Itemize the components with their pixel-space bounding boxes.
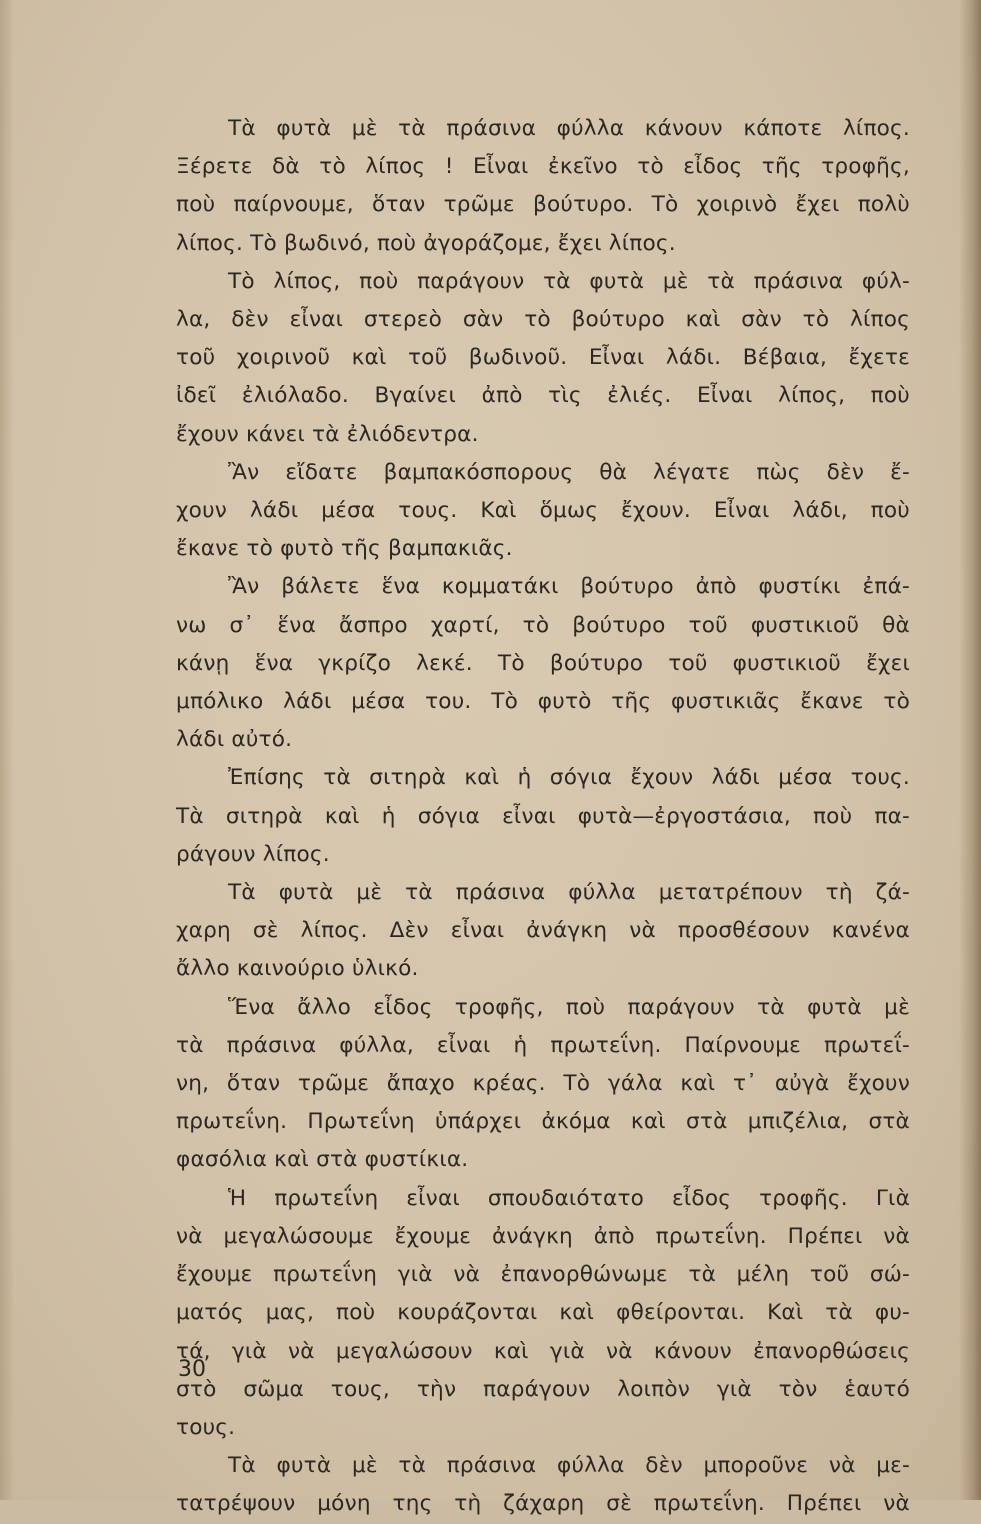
text-line: Ἡ πρωτεΐνη εἶναι σπουδαιότατο εἶδος τροφῆς. Γιὰ [228,1185,910,1211]
text-line: τατρέψουν μόνη της τὴ ζάχαρη σὲ πρωτεΐνη. Πρέπει νὰ [176,1491,910,1517]
body-text [176,110,910,1524]
text-line: ράγουν λίπος. [176,841,330,867]
text-line: φασόλια καὶ στὰ φυστίκια. [176,1147,469,1173]
text-line: στὸ σῶμα τους, τὴν παράγουν λοιπὸν γιὰ τὸν ἑαυτό [176,1376,910,1402]
text-line: Ἐπίσης τὰ σιτηρὰ καὶ ἡ σόγια ἔχουν λάδι μέσα τους. [228,765,910,791]
text-line: χαρη σὲ λίπος. Δὲν εἶναι ἀνάγκη νὰ προσθέσουν κανένα [176,918,910,944]
paragraph-6 [176,874,910,989]
paragraph-2 [176,263,910,454]
text-line: Ξέρετε δὰ τὸ λίπος ! Εἶναι ἐκεῖνο τὸ εἶδος τῆς τροφῆς, [176,154,910,180]
text-line: λα, δὲν εἶναι στερεὸ σὰν τὸ βούτυρο καὶ σὰν τὸ λίπος [176,307,910,333]
text-line: Τὰ σιτηρὰ καὶ ἡ σόγια εἶναι φυτὰ—ἐργοστάσια, ποὺ πα- [176,803,910,829]
text-line: Ἂν εἴδατε βαμπακόσπορους θὰ λέγατε πὼς δὲν ἔ- [228,459,910,485]
text-line: ἔκανε τὸ φυτὸ τῆς βαμπακιᾶς. [176,536,513,562]
text-line: ἰδεῖ ἐλιόλαδο. Βγαίνει ἀπὸ τὶς ἐλιές. Εἶναι λίπος, ποὺ [176,383,910,409]
text-line: πρωτεΐνη. Πρωτεΐνη ὑπάρχει ἀκόμα καὶ στὰ μπιζέλια, στὰ [176,1109,910,1135]
text-line: Τὰ φυτὰ μὲ τὰ πράσινα φύλλα μετατρέπουν τὴ ζά- [228,880,910,906]
page-right-shadow [959,0,981,1500]
text-line: τά, γιὰ νὰ μεγαλώσουν καὶ γιὰ νὰ κάνουν ἐπανορθώσεις [176,1338,910,1364]
paragraph-8 [176,1180,910,1447]
paragraph-4 [176,568,910,759]
page-left-shadow [0,0,14,1500]
text-line: νω σ᾽ ἕνα ἄσπρο χαρτί, τὸ βούτυρο τοῦ φυστικιοῦ θὰ [176,612,910,638]
text-line: ἄλλο καινούριο ὑλικό. [176,956,419,982]
text-line: κάνῃ ἕνα γκρίζο λεκέ. Τὸ βούτυρο τοῦ φυστικιοῦ ἔχει [176,650,910,676]
paragraph-5 [176,759,910,874]
text-line: νη, ὅταν τρῶμε ἄπαχο κρέας. Τὸ γάλα καὶ τ᾽ αὐγὰ ἔχουν [176,1071,910,1097]
text-line: Ἂν βάλετε ἕνα κομματάκι βούτυρο ἀπὸ φυστίκι ἐπά- [228,574,910,600]
text-line: νὰ μεγαλώσουμε ἔχουμε ἀνάγκη ἀπὸ πρωτεΐνη. Πρέπει νὰ [176,1223,910,1249]
text-line: Τὰ φυτὰ μὲ τὰ πράσινα φύλλα κάνουν κάποτε λίπος. [228,116,910,141]
text-line: λάδι αὐτό. [176,727,293,753]
paragraph-1 [176,110,910,263]
text-line: λίπος. Τὸ βωδινό, ποὺ ἀγοράζομε, ἔχει λίπος. [176,230,676,256]
text-line: ποὺ παίρνουμε, ὅταν τρῶμε βούτυρο. Τὸ χοιρινὸ ἔχει πολὺ [176,192,910,218]
text-line: τους. [176,1414,236,1440]
text-line: Τὸ λίπος, ποὺ παράγουν τὰ φυτὰ μὲ τὰ πράσινα φύλ- [228,268,910,294]
page-number: 30 [178,1357,206,1382]
text-line: τοῦ χοιρινοῦ καὶ τοῦ βωδινοῦ. Εἶναι λάδι. Βέβαια, ἔχετε [176,345,910,371]
paragraph-9 [176,1447,910,1523]
paragraph-3 [176,454,910,569]
text-line: τὰ πράσινα φύλλα, εἶναι ἡ πρωτεΐνη. Παίρνουμε πρωτεΐ- [176,1032,910,1058]
text-line: χουν λάδι μέσα τους. Καὶ ὅμως ἔχουν. Εἶναι λάδι, ποὺ [176,498,910,524]
text-line: μπόλικο λάδι μέσα του. Τὸ φυτὸ τῆς φυστικιᾶς ἔκανε τὸ [176,689,910,715]
text-line: Τὰ φυτὰ μὲ τὰ πράσινα φύλλα δὲν μποροῦνε νὰ με- [228,1453,910,1479]
paragraph-7 [176,989,910,1180]
text-line: ματός μας, ποὺ κουράζονται καὶ φθείρονται. Καὶ τὰ φυ- [176,1300,910,1326]
text-line: ἔχουμε πρωτεΐνη γιὰ νὰ ἐπανορθώνωμε τὰ μέλη τοῦ σώ- [176,1262,910,1288]
text-line: Ἕνα ἄλλο εἶδος τροφῆς, ποὺ παράγουν τὰ φυτὰ μὲ [228,994,910,1020]
text-line: ἔχουν κάνει τὰ ἐλιόδεντρα. [176,421,479,447]
